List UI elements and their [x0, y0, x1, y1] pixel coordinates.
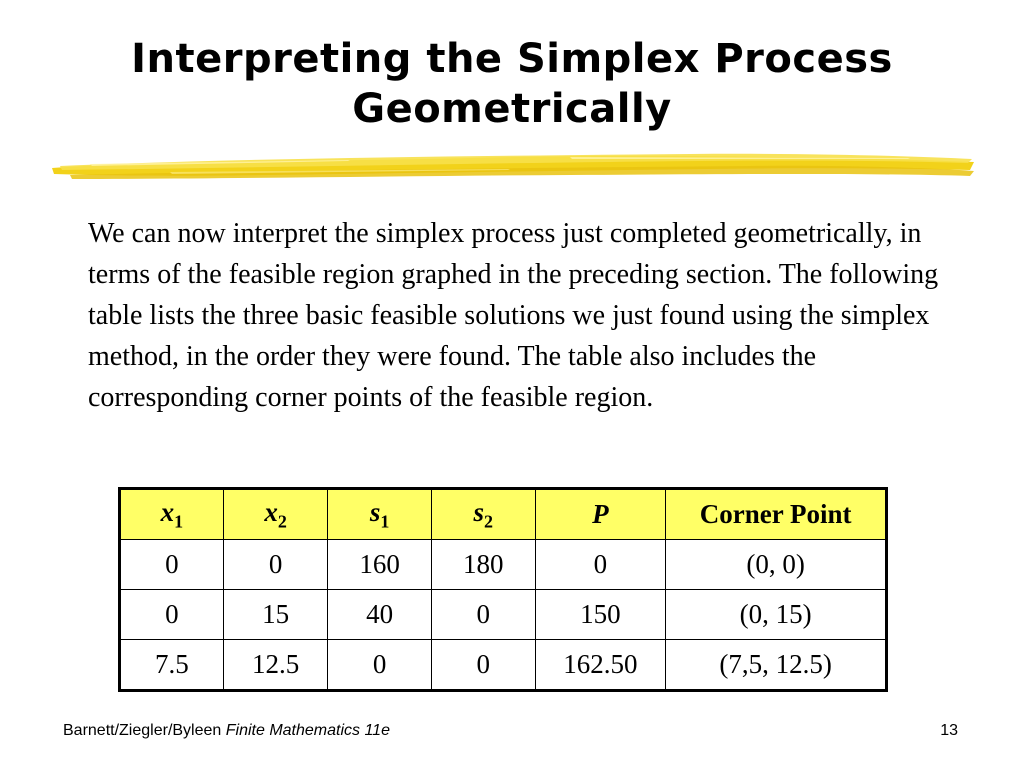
header-s2-sub: 2 — [484, 511, 494, 532]
yellow-brush-underline — [50, 148, 976, 184]
table-cell: 150 — [535, 590, 666, 640]
table-cell: 12.5 — [223, 640, 327, 691]
table-header-row — [120, 489, 887, 540]
header-p-var: P — [592, 499, 609, 529]
header-x2-var: x — [264, 496, 278, 527]
table-cell: (0, 15) — [666, 590, 887, 640]
table-cell: 180 — [431, 540, 535, 590]
header-s2 — [431, 489, 535, 540]
header-s1-var: s — [369, 496, 381, 527]
header-s1 — [328, 489, 432, 540]
table-cell: 15 — [223, 590, 327, 640]
header-x1-sub: 1 — [174, 511, 184, 532]
table-cell: 40 — [328, 590, 432, 640]
footer-citation — [63, 722, 390, 740]
title-line-1: Interpreting the Simplex Process — [131, 36, 893, 82]
table-row — [120, 590, 887, 640]
body-paragraph: We can now interpret the simplex process just completed geometrically, in terms of the feasible region graphed in the preceding section. The following table lists the three basic feasible solutions we just found using the simplex method, in the order they were found. The table also includes the corresponding corner points of the feasible region. — [88, 218, 939, 413]
table-cell: 160 — [328, 540, 432, 590]
table-row — [120, 540, 887, 590]
table-cell: 0 — [120, 540, 224, 590]
footer-authors: Barnett/Ziegler/Byleen — [63, 722, 226, 739]
header-s2-var: s — [473, 496, 485, 527]
header-corner-point — [666, 489, 887, 540]
table-cell: 0 — [535, 540, 666, 590]
slide-title — [0, 34, 1024, 134]
table-cell: 0 — [328, 640, 432, 691]
table-cell: 162.50 — [535, 640, 666, 691]
header-s1-sub: 1 — [380, 511, 390, 532]
slide-number: 13 — [940, 722, 958, 739]
header-p — [535, 489, 666, 540]
header-x2-sub: 2 — [277, 511, 287, 532]
table-cell: 0 — [431, 640, 535, 691]
header-x2 — [223, 489, 327, 540]
title-line-2: Geometrically — [352, 86, 672, 132]
table-row — [120, 640, 887, 691]
basic-feasible-solutions-table — [118, 487, 888, 692]
header-x1 — [120, 489, 224, 540]
table-cell: 0 — [223, 540, 327, 590]
header-corner-point-label: Corner Point — [699, 499, 852, 529]
table-cell: (0, 0) — [666, 540, 887, 590]
footer-book-title: Finite Mathematics 11e — [225, 722, 390, 739]
table-cell: 0 — [431, 590, 535, 640]
header-x1-var: x — [160, 496, 175, 527]
table-cell: (7,5, 12.5) — [666, 640, 887, 691]
table-cell: 7.5 — [120, 640, 224, 691]
table-cell: 0 — [120, 590, 224, 640]
